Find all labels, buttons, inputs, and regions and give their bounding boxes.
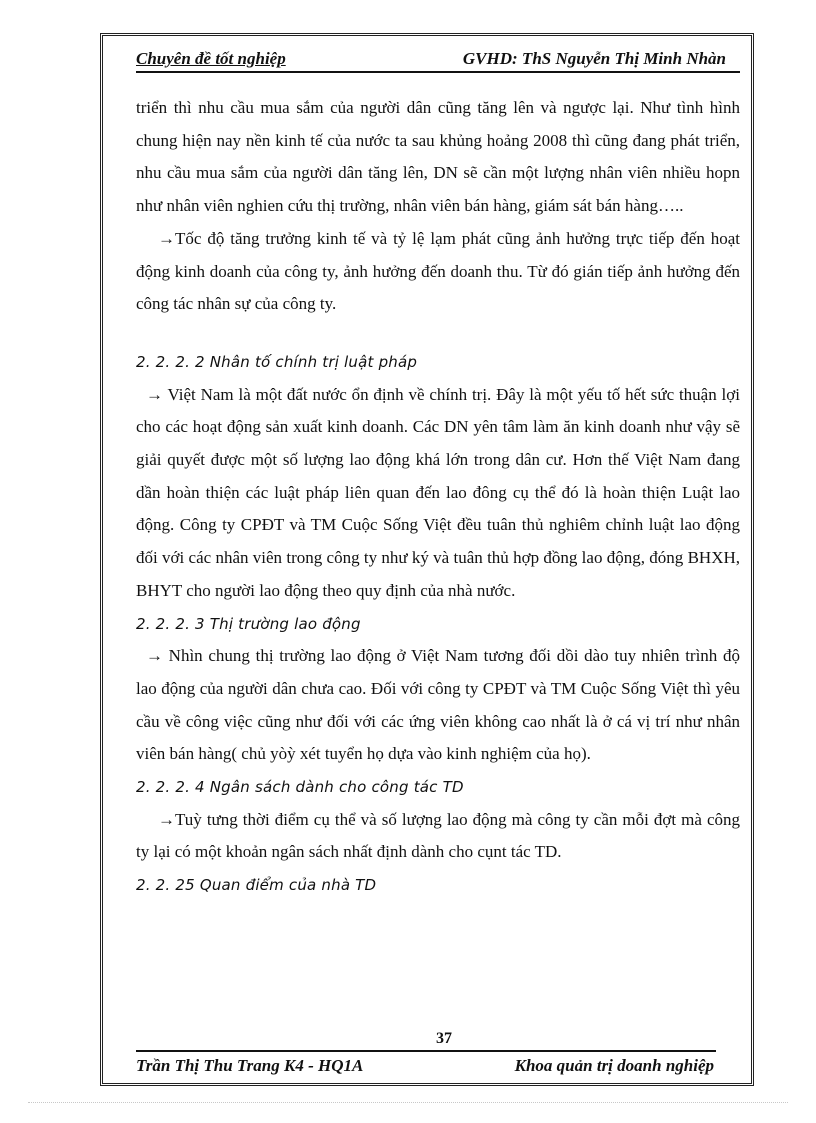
section-heading-2-2-2-2: 2. 2. 2. 2 Nhân tố chính trị luật pháp bbox=[136, 352, 418, 371]
paragraph-1: triển thì nhu cầu mua sắm của người dân cũng tăng lên và ngược lại. Như tình hình chung hiện nay nền kinh tế của nước ta sau khủng hoảng 2008 thì cũng đang phát triển, nhu cầu mua sắm của người dân tăng lên, DN sẽ cần một lượng nhân viên nhiều hopn như nhân viên nghien cứu thị trường, nhân viên bán hàng, giám sát bán hàng….. bbox=[136, 98, 740, 216]
header-thesis-title: Chuyên đề tốt nghiệp bbox=[136, 49, 286, 68]
page-footer bbox=[136, 1050, 716, 1078]
header-advisor: GVHD: ThS Nguyễn Thị Minh Nhàn bbox=[462, 49, 726, 68]
section-heading-2-2-2-3: 2. 2. 2. 3 Thị trường lao động bbox=[136, 614, 361, 633]
footer-department: Khoa quản trị doanh nghiệp bbox=[514, 1056, 714, 1075]
page-number: 37 bbox=[436, 1030, 452, 1047]
footer-author: Trần Thị Thu Trang K4 - HQ1A bbox=[136, 1056, 364, 1075]
section-heading-2-2-2-4: 2. 2. 2. 4 Ngân sách dành cho công tác TD bbox=[136, 778, 464, 797]
paragraph-3: → Việt Nam là một đất nước ổn định về chính trị. Đây là một yếu tố hết sức thuận lợi cho các hoạt động sản xuất kinh doanh. Các DN yên tâm làm ăn kinh doanh như vậy sẽ giải quyết được một số lượng lao động khá lớn trong dân cư. Hơn thế Việt Nam đang dần hoàn thiện các luật pháp liên quan đến lao đông cụ thể đó là hoàn thiện Luật lao động. Công ty CPĐT và TM Cuộc Sống Việt đều tuân thủ nghiêm chỉnh luật lao động đối với các nhân viên trong công ty như ký và tuân thủ hợp đồng lao động, đóng BHXH, BHYT cho người lao động theo quy định của nhà nước. bbox=[136, 384, 740, 600]
page-header bbox=[136, 49, 740, 73]
paragraph-4: → Nhìn chung thị trường lao động ở Việt Nam tương đối dồi dào tuy nhiên trình độ lao động của người dân chưa cao. Đối với công ty CPĐT và TM Cuộc Sống Việt thì yêu cầu về công việc cũng như đối với các ứng viên không cao nhất là ở cá vị trí như nhân viên bán hàng( chủ yòỳ xét tuyển họ dựa vào kinh nghiệm của họ). bbox=[136, 646, 740, 764]
document-body bbox=[136, 92, 740, 902]
page-separator bbox=[28, 1102, 788, 1103]
spacer bbox=[136, 321, 740, 346]
section-heading-2-2-25: 2. 2. 25 Quan điểm của nhà TD bbox=[136, 876, 377, 895]
paragraph-5: →Tuỳ tưng thời điểm cụ thể và số lượng lao động mà công ty cần mỗi đợt mà công ty lại có một khoản ngân sách nhất định dành cho cụnt tác TD. bbox=[136, 809, 740, 862]
paragraph-2: →Tốc độ tăng trưởng kinh tế và tỷ lệ lạm phát cũng ảnh hưởng trực tiếp đến hoạt động kinh doanh của công ty, ảnh hưởng đến doanh thu. Từ đó gián tiếp ảnh hưởng đến công tác nhân sự của công ty. bbox=[136, 228, 740, 314]
